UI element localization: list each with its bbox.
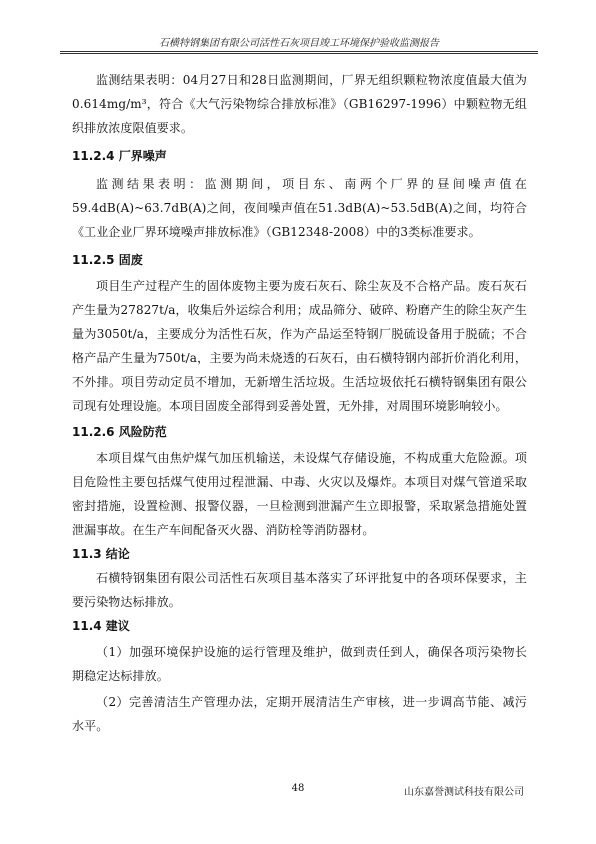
section-heading-noise: 11.2.4 厂界噪声 xyxy=(72,149,167,163)
section-heading-conclusion: 11.3 结论 xyxy=(72,547,130,561)
paragraph-suggestion-1: （1）加强环境保护设施的运行管理及维护，做到责任到人，确保各项污染物长期稳定达标排放。 xyxy=(72,645,527,683)
section-heading-suggestions: 11.4 建议 xyxy=(72,619,130,633)
page-content xyxy=(72,68,527,738)
footer-company: 山东嘉誉测试科技有限公司 xyxy=(404,787,524,798)
paragraph-noise-monitoring: 监测结果表明：监测期间，项目东、南两个厂界的昼间噪声值在59.4dB(A)~63.7dB(A)之间，夜间噪声值在51.3dB(A)~53.5dB(A)之间，均符合《工业企业厂界环境噪声排放标准》（GB12348-2008）中的3类标准要求。 xyxy=(72,177,527,239)
paragraph-suggestion-2: （2）完善清洁生产管理办法，定期开展清洁生产审核，进一步调高节能、减污水平。 xyxy=(72,695,527,733)
paragraph-conclusion: 石横特钢集团有限公司活性石灰项目基本落实了环评批复中的各项环保要求，主要污染物达标排放。 xyxy=(72,571,527,609)
paragraph-risk-prevention: 本项目煤气由焦炉煤气加压机输送，未设煤气存储设施，不构成重大危险源。项目危险性主要包括煤气使用过程泄漏、中毒、火灾以及爆炸。本项目对煤气管道采取密封措施，设置检测、报警仪器，一旦检测到泄漏产生立即报警，采取紧急措施处置泄漏事故。在生产车间配备灭火器、消防栓等消防器材。 xyxy=(72,451,527,537)
header-rule xyxy=(60,51,538,54)
running-header: 石横特钢集团有限公司活性石灰项目竣工环境保护验收监测报告 xyxy=(159,38,439,49)
paragraph-air-monitoring: 监测结果表明：04月27日和28日监测期间，厂界无组织颗粒物浓度值最大值为0.614mg/m³，符合《大气污染物综合排放标准》（GB16297-1996）中颗粒物无组织排放浓度限值要求。 xyxy=(72,73,527,135)
paragraph-solid-waste: 项目生产过程产生的固体废物主要为废石灰石、除尘灰及不合格产品。废石灰石产生量为27827t/a，收集后外运综合利用；成品筛分、破碎、粉磨产生的除尘灰产生量为3050t/a，主要成分为活性石灰，作为产品运至特钢厂脱硫设备用于脱硫；不合格产品产生量为750t/a，主要为尚未烧透的石灰石，由石横特钢内部折价消化利用，不外排。项目劳动定员不增加，无新增生活垃圾。生活垃圾依托石横特钢集团有限公司现有处理设施。本项目固废全部得到妥善处置，无外排，对周围环境影响较小。 xyxy=(72,279,527,413)
section-heading-solid-waste: 11.2.5 固废 xyxy=(72,253,143,267)
section-heading-risk: 11.2.6 风险防范 xyxy=(72,425,167,439)
page-number: 48 xyxy=(291,783,305,794)
